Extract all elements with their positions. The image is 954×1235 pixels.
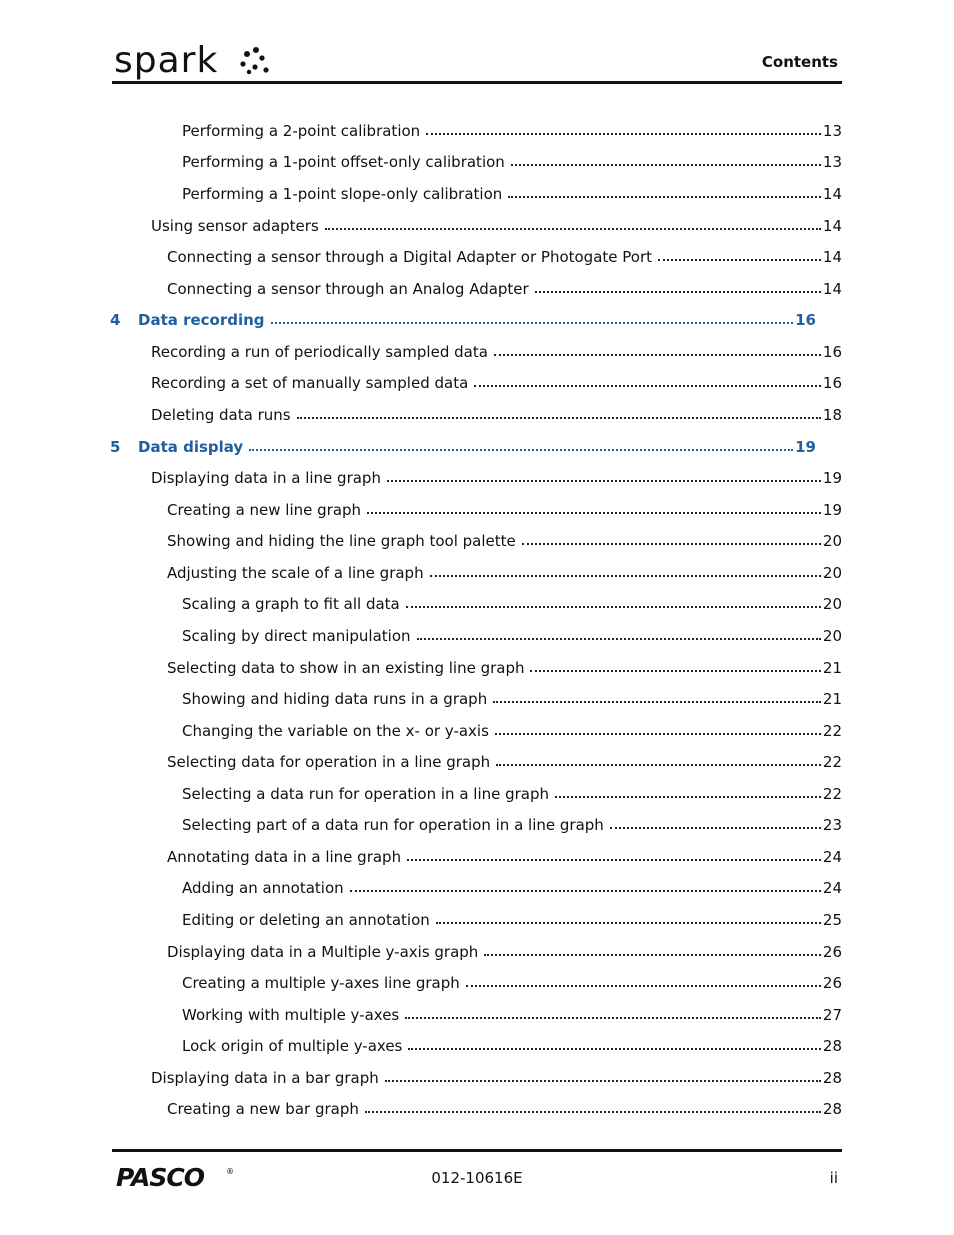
toc-entry[interactable] (182, 974, 842, 994)
toc-entry[interactable] (182, 627, 842, 647)
dot-leader (406, 606, 821, 608)
dot-leader (610, 827, 821, 829)
header-divider (112, 81, 842, 84)
dot-leader (367, 512, 821, 514)
toc-entry-title: Creating a new bar graph (167, 1100, 359, 1118)
registered-mark: ® (226, 1167, 234, 1176)
page-header (112, 40, 842, 84)
toc-page-number: 13 (822, 122, 842, 140)
toc-entry[interactable] (182, 785, 842, 805)
pasco-logo-text: PASCO (116, 1163, 204, 1191)
dot-leader (494, 354, 821, 356)
dot-leader (417, 638, 821, 640)
toc-entry-title: Scaling a graph to fit all data (182, 595, 400, 613)
dot-leader (496, 764, 821, 766)
toc-entry[interactable] (182, 595, 842, 615)
toc-entry-title: Lock origin of multiple y-axes (182, 1037, 403, 1055)
dot-leader (408, 1048, 821, 1050)
toc-page-number: 24 (822, 848, 842, 866)
dot-leader (325, 228, 821, 230)
toc-entry-title: Editing or deleting an annotation (182, 911, 430, 929)
toc-entry-title: Showing and hiding data runs in a graph (182, 690, 488, 708)
dot-leader (522, 543, 821, 545)
toc-page-number: 14 (822, 185, 842, 203)
toc-entry-title: Displaying data in a Multiple y-axis graph (167, 943, 479, 961)
toc-page-number: 19 (822, 469, 842, 487)
dot-leader (407, 859, 821, 861)
toc-entry-title: Selecting data to show in an existing line graph (167, 659, 525, 677)
toc-page-number: 19 (795, 438, 816, 456)
toc-page-number: 13 (822, 153, 842, 171)
toc-page-number: 28 (822, 1037, 842, 1055)
toc-entry[interactable] (182, 153, 842, 173)
toc-page-number: 14 (822, 248, 842, 266)
dot-leader (426, 133, 821, 135)
chapter-number: 4 (110, 311, 121, 329)
toc-page-number: 16 (795, 311, 816, 329)
footer-divider (112, 1149, 842, 1152)
dot-leader (511, 164, 821, 166)
chapter-number: 5 (110, 438, 121, 456)
dot-leader (350, 890, 821, 892)
toc-entry-title: Adding an annotation (182, 879, 344, 897)
dot-leader (297, 417, 821, 419)
toc-entry[interactable] (151, 469, 842, 489)
toc-page-number: 21 (822, 690, 842, 708)
toc-entry[interactable] (151, 1069, 842, 1089)
toc-entry-title: Displaying data in a line graph (151, 469, 381, 487)
toc-entry-title: Showing and hiding the line graph tool palette (167, 532, 516, 550)
toc-chapter-entry[interactable] (110, 438, 816, 458)
toc-page-number: 24 (822, 879, 842, 897)
toc-entry-title: Recording a set of manually sampled data (151, 374, 469, 392)
toc-page-number: 28 (822, 1069, 842, 1087)
toc-page-number: 26 (822, 943, 842, 961)
toc-entry-title: Connecting a sensor through a Digital Adapter or Photogate Port (167, 248, 653, 266)
toc-entry-title: Changing the variable on the x- or y-axis (182, 722, 489, 740)
toc-entry[interactable] (167, 753, 842, 773)
toc-entry-title: Selecting data for operation in a line graph (167, 753, 491, 771)
dot-leader (387, 480, 821, 482)
toc-page-number: 23 (822, 816, 842, 834)
toc-page-number: 20 (822, 564, 842, 582)
toc-entry-title: Data display (138, 438, 244, 456)
toc-page-number: 22 (822, 753, 842, 771)
toc-entry-title: Using sensor adapters (151, 217, 319, 235)
toc-entry[interactable] (182, 1037, 842, 1057)
toc-page-number: 21 (822, 659, 842, 677)
toc-page-number: 14 (822, 217, 842, 235)
toc-entry[interactable] (151, 217, 842, 237)
toc-entry[interactable] (167, 1100, 842, 1120)
toc-entry[interactable] (167, 532, 842, 552)
toc-page-number: 14 (822, 280, 842, 298)
dot-leader (249, 449, 793, 451)
toc-entry[interactable] (182, 722, 842, 742)
toc-page-number: 18 (822, 406, 842, 424)
toc-page-number: 22 (822, 722, 842, 740)
section-title: Contents (761, 53, 838, 71)
toc-entry[interactable] (151, 374, 842, 394)
toc-entry-title: Adjusting the scale of a line graph (167, 564, 424, 582)
toc-entry[interactable] (182, 690, 842, 710)
dot-leader (436, 922, 821, 924)
toc-page-number: 20 (822, 627, 842, 645)
toc-entry-title: Connecting a sensor through an Analog Adapter (167, 280, 529, 298)
toc-entry[interactable] (167, 501, 842, 521)
toc-page-number: 28 (822, 1100, 842, 1118)
toc-entry[interactable] (167, 564, 842, 584)
spark-logo-text: spark (114, 40, 219, 81)
dot-leader (405, 1017, 821, 1019)
toc-entry-title: Scaling by direct manipulation (182, 627, 411, 645)
toc-entry[interactable] (151, 343, 842, 363)
toc-page-number: 16 (822, 374, 842, 392)
dot-leader (474, 385, 821, 387)
toc-entry-title: Performing a 1-point offset-only calibration (182, 153, 505, 171)
toc-entry-title: Annotating data in a line graph (167, 848, 402, 866)
dot-leader (493, 701, 821, 703)
toc-entry[interactable] (182, 122, 842, 142)
toc-entry[interactable] (182, 816, 842, 836)
dot-leader (495, 733, 821, 735)
toc-entry[interactable] (182, 185, 842, 205)
toc-entry-title: Deleting data runs (151, 406, 291, 424)
toc-entry-title: Data recording (138, 311, 265, 329)
toc-entry[interactable] (167, 848, 842, 868)
toc-page-number: 22 (822, 785, 842, 803)
dot-leader (508, 196, 821, 198)
toc-entry-title: Creating a new line graph (167, 501, 362, 519)
toc-entry[interactable] (167, 280, 842, 300)
toc-page-number: 25 (822, 911, 842, 929)
toc-entry[interactable] (182, 911, 842, 931)
toc-entry-title: Displaying data in a bar graph (151, 1069, 379, 1087)
toc-entry[interactable] (167, 943, 842, 963)
dot-leader (555, 796, 821, 798)
toc-entry[interactable] (182, 879, 842, 899)
toc-entry-title: Working with multiple y-axes (182, 1006, 400, 1024)
toc-entry[interactable] (182, 1006, 842, 1026)
toc-page-number: 16 (822, 343, 842, 361)
dot-leader (658, 259, 821, 261)
toc-chapter-entry[interactable] (110, 311, 816, 331)
dot-leader (430, 575, 821, 577)
spark-logo (112, 40, 282, 82)
dot-leader (466, 985, 821, 987)
page-number: ii (829, 1169, 838, 1187)
dot-leader (385, 1080, 821, 1082)
dot-leader (530, 670, 820, 672)
toc-page-number: 19 (822, 501, 842, 519)
toc-entry[interactable] (167, 248, 842, 268)
dot-leader (365, 1111, 821, 1113)
toc-entry[interactable] (167, 659, 842, 679)
toc-page-number: 20 (822, 595, 842, 613)
toc-entry-title: Recording a run of periodically sampled data (151, 343, 488, 361)
dot-leader (535, 291, 821, 293)
toc-entry-title: Performing a 2-point calibration (182, 122, 421, 140)
toc-entry-title: Selecting a data run for operation in a line graph (182, 785, 550, 803)
toc-entry-title: Creating a multiple y-axes line graph (182, 974, 460, 992)
toc-entry-title: Selecting part of a data run for operation in a line graph (182, 816, 604, 834)
toc-page-number: 27 (822, 1006, 842, 1024)
toc-page-number: 26 (822, 974, 842, 992)
toc-page-number: 20 (822, 532, 842, 550)
document-number: 012-10616E (431, 1169, 523, 1187)
toc-entry[interactable] (151, 406, 842, 426)
toc-entry-title: Performing a 1-point slope-only calibration (182, 185, 503, 203)
dot-leader (484, 954, 821, 956)
dot-leader (271, 322, 794, 324)
